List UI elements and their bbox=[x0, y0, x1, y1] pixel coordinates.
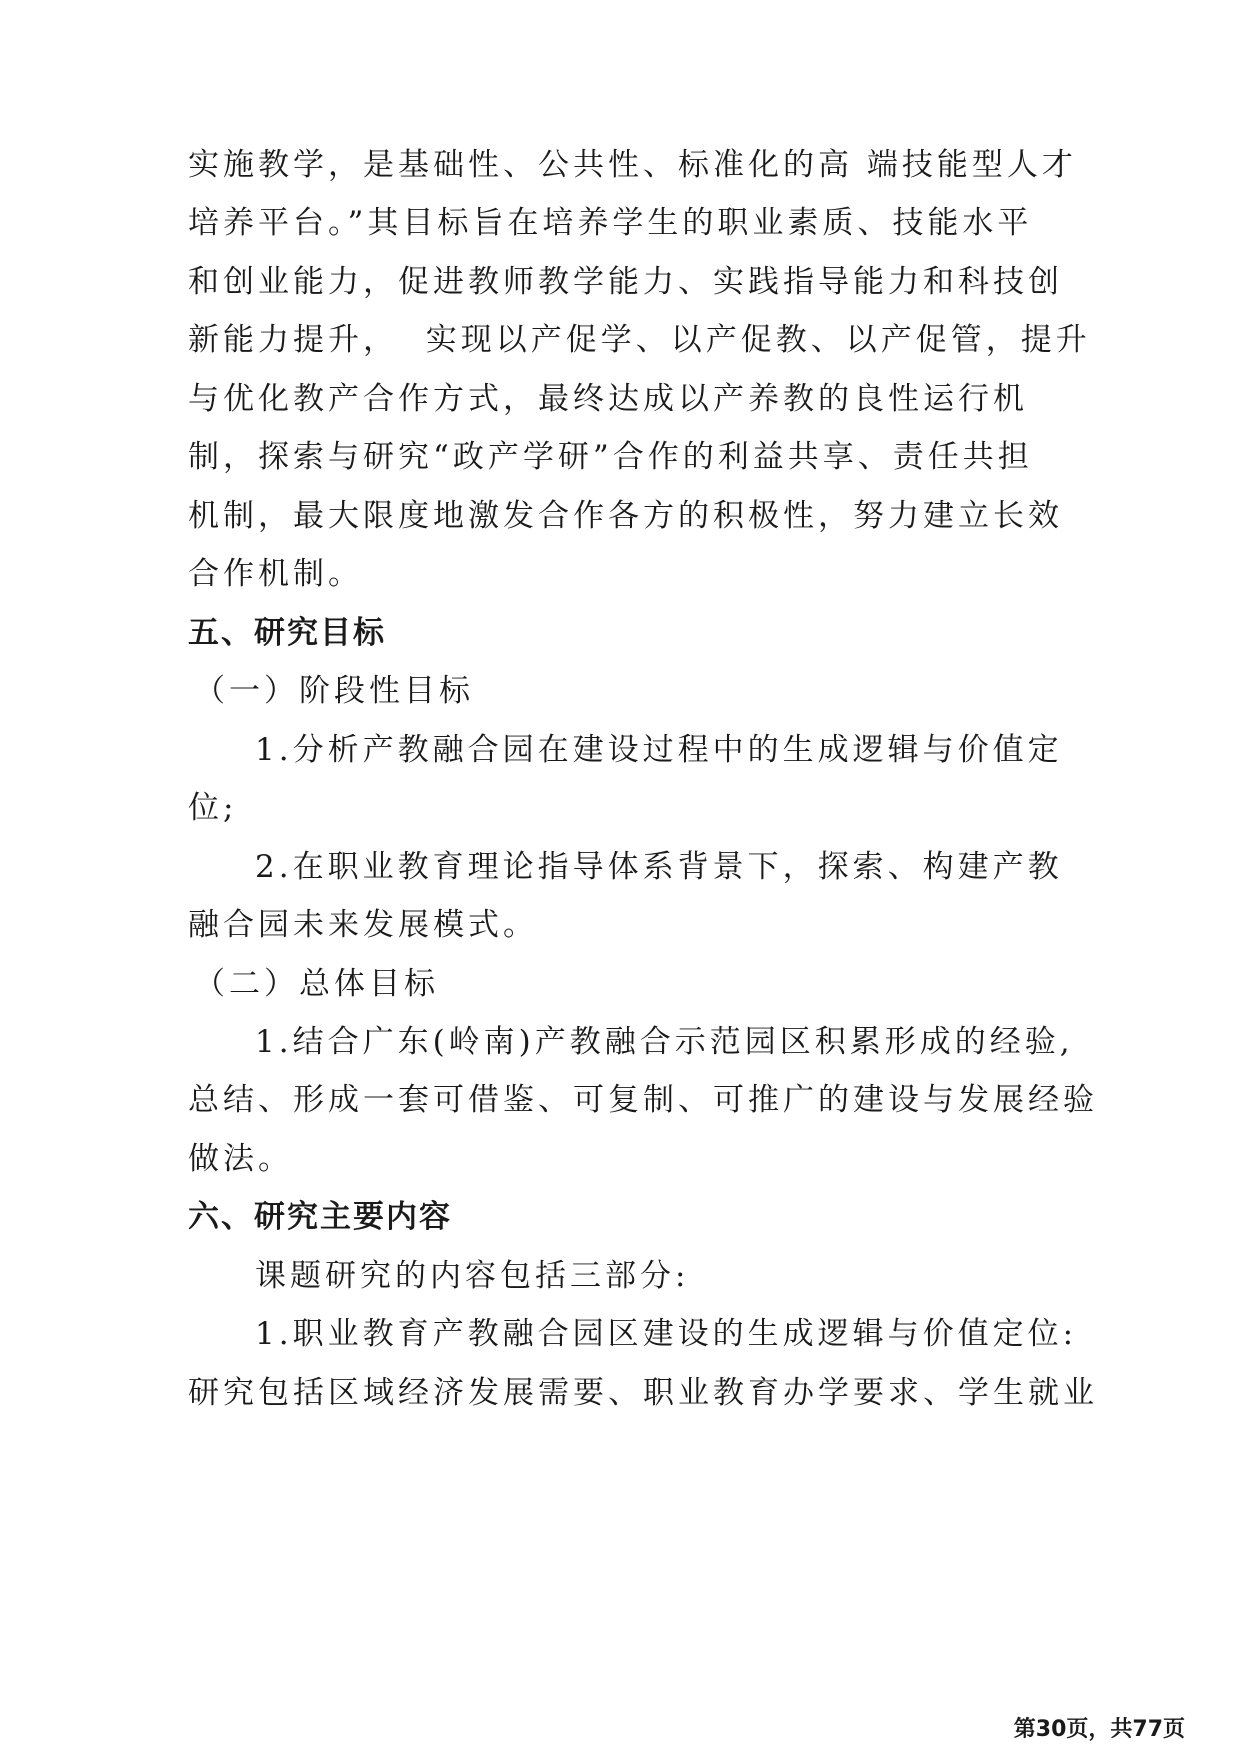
section-heading-main-content: 六、研究主要内容 bbox=[188, 1199, 452, 1235]
body-line-1: 实施教学，是基础性、公共性、标准化的高 端技能型人才 bbox=[188, 147, 1077, 183]
subheading-overall-goals: （二）总体目标 bbox=[194, 966, 439, 1002]
overall-goal-1-line-1: 1.结合广东(岭南)产教融合示范园区积累形成的经验, bbox=[255, 1024, 1074, 1060]
body-line-4: 新能力提升， 实现以产促学、以产促教、以产促管，提升 bbox=[188, 322, 1091, 358]
body-line-3: 和创业能力，促进教师教学能力、实践指导能力和科技创 bbox=[188, 264, 1063, 300]
body-line-6: 制，探索与研究“政产学研”合作的利益共享、责任共担 bbox=[188, 439, 1033, 475]
stage-goal-2-line-2: 融合园未来发展模式。 bbox=[188, 907, 538, 943]
main-content-item-1-line-2: 研究包括区域经济发展需要、职业教育办学要求、学生就业 bbox=[188, 1375, 1098, 1411]
stage-goal-1-line-2: 位; bbox=[188, 790, 238, 826]
overall-goal-1-line-2: 总结、形成一套可借鉴、可复制、可推广的建设与发展经验 bbox=[188, 1082, 1098, 1118]
body-line-8: 合作机制。 bbox=[188, 556, 363, 592]
main-content-item-1-line-1: 1.职业教育产教融合园区建设的生成逻辑与价值定位: bbox=[255, 1316, 1078, 1352]
body-line-5: 与优化教产合作方式，最终达成以产养教的良性运行机 bbox=[188, 381, 1028, 417]
body-line-7: 机制，最大限度地激发合作各方的积极性，努力建立长效 bbox=[188, 498, 1063, 534]
page-number: 第30页，共77页 bbox=[1013, 1717, 1185, 1742]
stage-goal-2-line-1: 2.在职业教育理论指导体系背景下，探索、构建产教 bbox=[255, 849, 1063, 885]
overall-goal-1-line-3: 做法。 bbox=[188, 1141, 293, 1177]
body-line-2: 培养平台。”其目标旨在培养学生的职业素质、技能水平 bbox=[188, 205, 1033, 241]
subheading-stage-goals: （一）阶段性目标 bbox=[194, 673, 474, 709]
main-content-intro: 课题研究的内容包括三部分: bbox=[255, 1258, 690, 1294]
section-heading-research-goals: 五、研究目标 bbox=[188, 615, 386, 651]
stage-goal-1-line-1: 1.分析产教融合园在建设过程中的生成逻辑与价值定 bbox=[255, 732, 1063, 768]
